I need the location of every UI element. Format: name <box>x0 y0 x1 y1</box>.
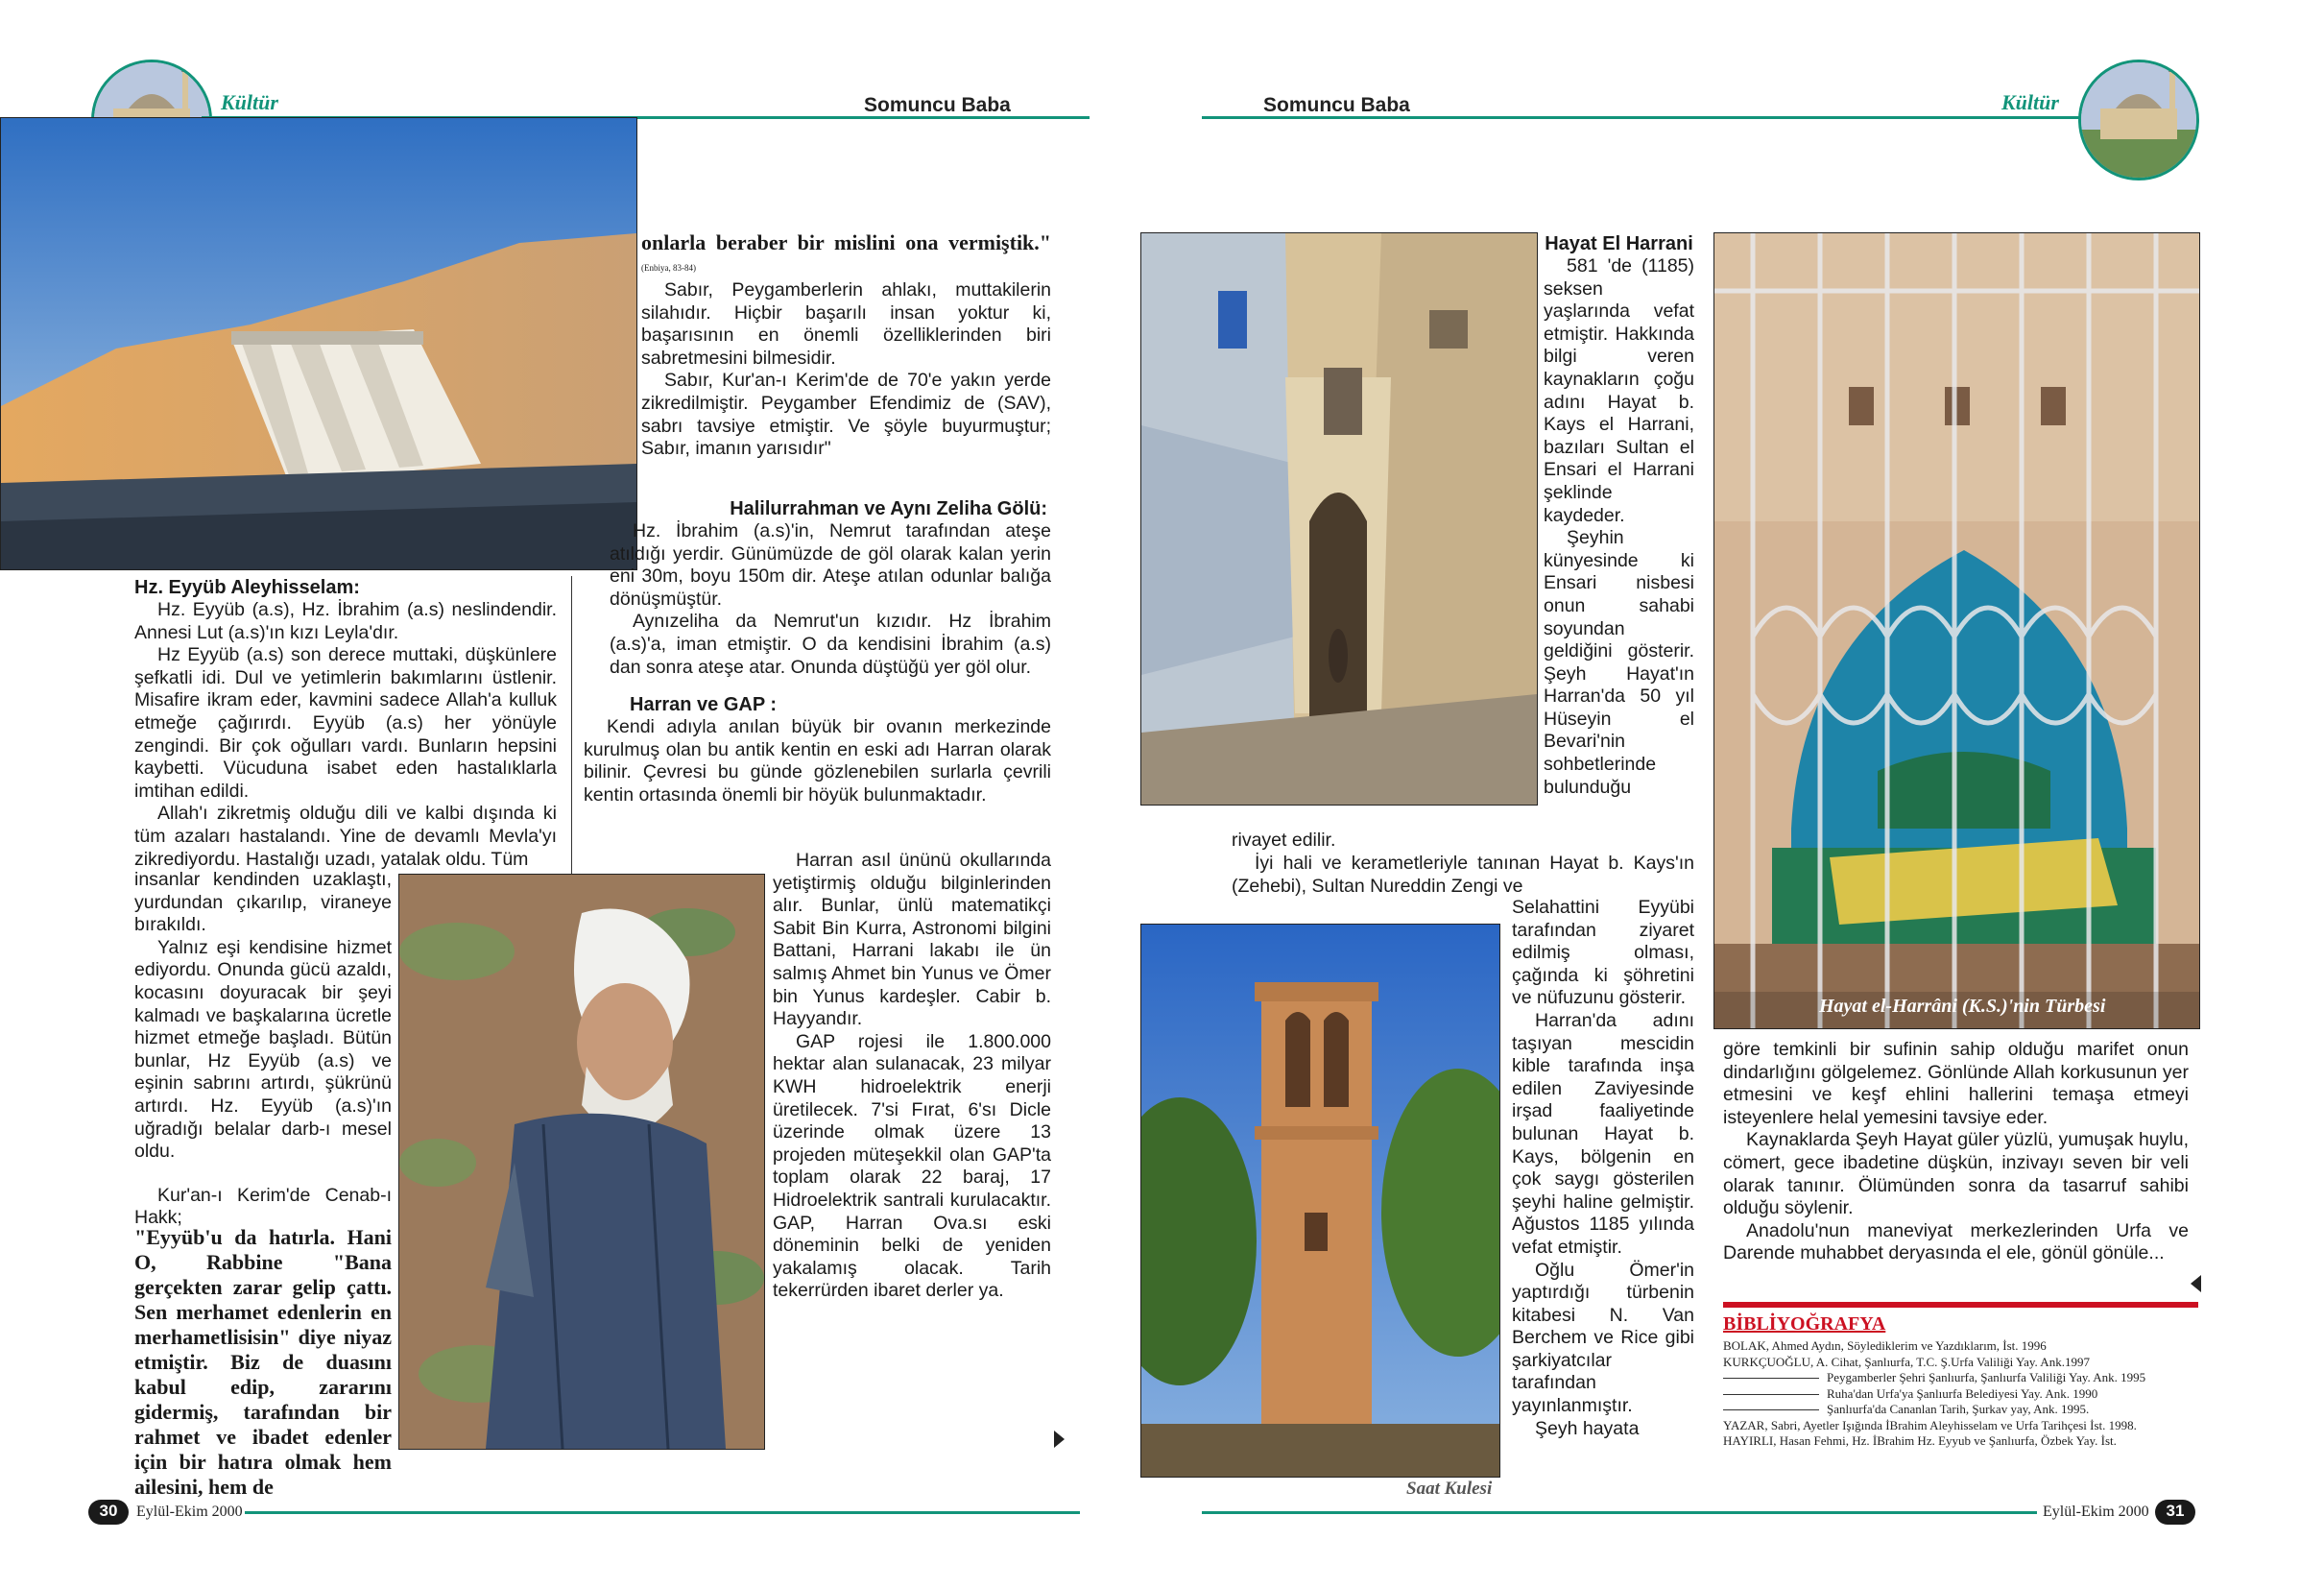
bibliography-entry: Ruha'dan Urfa'ya Şanlıurfa Belediyesi Yay. Ank. 1990 <box>1723 1386 2198 1403</box>
column-divider <box>571 576 572 874</box>
bibliography-title: BİBLİYOĞRAFYA <box>1723 1313 1886 1335</box>
tower-caption: Saat Kulesi <box>1406 1479 1493 1499</box>
harran-section <box>584 693 1051 806</box>
paragraph: insanlar kendinden uzaklaştı, yurdundan çıkarılıp, viraneye bırakıldı. <box>134 869 392 936</box>
paragraph: İyi hali ve kerametleriyle tanınan Hayat b. Kays'ın (Zehebi), Sultan Nureddin Zengi ve <box>1232 853 1694 897</box>
paragraph: Selahattini Eyyübi tarafından ziyaret edilmiş olması, çağında ki şöhretini ve nüfuzunu gösterir. <box>1512 897 1694 1009</box>
halil-section <box>610 497 1051 679</box>
left-footer-date: Eylül-Ekim 2000 <box>136 1504 243 1520</box>
paragraph: Hz. İbrahim (a.s)'in, Nemrut tarafından ateşe atıldığı yerdir. Günümüzde de göl olarak kalan yerin eni 30m, boyu 150m dir. Ateşe atılan odunlar balığa dönüşmüştür. <box>610 520 1051 610</box>
dam-photo <box>0 117 637 570</box>
back-arrow-icon <box>2191 1275 2201 1292</box>
halil-heading: Halilurrahman ve Aynı Zeliha Gölü: <box>730 498 1047 519</box>
right-running-title: Somuncu Baba <box>1263 94 1410 116</box>
paragraph: Kendi adıyla anılan büyük bir ovanın merkezinde kurulmuş olan bu antik kentin en eski adı Harran olarak bilinir. Çevresi bu günde gözlenebilen surlarla çevrili kentin ortasında önemli bir höyük bulunmaktadır. <box>584 716 1051 806</box>
harran-continued <box>773 850 1051 1303</box>
right-header-emblem <box>2078 60 2199 180</box>
paragraph: Sabır, Peygamberlerin ahlakı, muttakilerin silahıdır. Hiçbir başarılı insan yoktur ki, başarısının en önemli özelliklerinden biri sabretmesini bilmesidir. <box>641 279 1051 369</box>
left-page-number: 30 <box>99 1502 118 1520</box>
gore-section <box>1723 1039 2189 1265</box>
paragraph: Yalnız eşi kendisine hizmet ediyordu. Onunda gücü azaldı, kocasını doyuracak bir şeyi kalmadı ve başkalarına ücretle hizmet etmeğe başladı. Bütün bunlar, Hz Eyyüb (a.s) ve eşinin sabrını artırdı, şükrünü artırdı. Hz. Eyyüb (a.s)'ın uğradığı belalar darb-ı mesel oldu. <box>134 936 392 1163</box>
bibliography-entry: YAZAR, Sabri, Ayetler Işığında İBrahim Aleyhisselam ve Urfa Tarihçesi İst. 1998. <box>1723 1417 2137 1432</box>
left-running-title: Somuncu Baba <box>864 94 1011 116</box>
eyyub-quote: "Eyyüb'u da hatırla. Hani O, Rabbine "Bana gerçekten zarar gelip çattı. Sen merhamet edenlerin en merhametlisisin" diye niyaz etmiştir. Biz de duasını kabul edip, zararını gidermiş, tarafından bir rahmet ve ibadet edenler için bir hatıra olmak hem ailesini, hem de <box>134 1225 392 1499</box>
bibliography-entry: HAYIRLI, Hasan Fehmi, Hz. İBrahim Hz. Eyyub ve Şanlıurfa, Özbek Yay. İst. <box>1723 1433 2117 1448</box>
right-section-label: Kültür <box>2001 90 2059 114</box>
left-footer-rule <box>245 1511 1080 1514</box>
paragraph: Harran'da adını taşıyan mescidin kible tarafında inşa edilen Zaviyesinde irşad faaliyetinde bulunan Hayat b. Kays, bölgenin en çok saygı gösterilen şeyhi haline gelmiştir. Ağustos 1185 yılında vefat etmiştir. <box>1512 1009 1694 1258</box>
old-man-photo <box>398 874 765 1450</box>
quote-continuation <box>641 230 1051 284</box>
hayat-narrow-lower <box>1512 897 1694 1440</box>
tomb-caption: Hayat el-Harrâni (K.S.)'nin Türbesi <box>1819 996 2106 1017</box>
sabir-section <box>641 279 1051 461</box>
bibliography-entry: KURKÇUOĞLU, A. Cihat, Şanlıurfa, T.C. Ş.Urfa Valiliği Yay. Ank.1997 <box>1723 1354 2090 1369</box>
alley-photo <box>1140 232 1538 806</box>
clock-tower-photo <box>1140 924 1500 1478</box>
quote-continuation-text: onlarla beraber bir mislini ona vermiştik." <box>641 230 1051 254</box>
left-section-label: Kültür <box>221 90 278 114</box>
eyyub-section <box>134 576 557 871</box>
paragraph: Aynızeliha da Nemrut'un kızıdır. Hz İbrahim (a.s)'a, iman etmiştir. O da kendisini İbrahim (a.s) dan sonra ateşe atar. Onunda düştüğü yer göl olur. <box>610 611 1051 678</box>
paragraph: Hz Eyyüb (a.s) son derece muttaki, düşkünlere şefkatli idi. Dul ve yetimlerin bakımlarını üstlenir. Misafire ikram eder, kavmini sadece Allah'a kulluk etmeğe çağırırdı. Eyyüb (a.s) her yönüyle zengindi. Bir çok oğulları vardı. Bunların hepsini kaybetti. Vücuduna isabet eden hastalıklarla imtihan edildi. <box>134 644 557 802</box>
paragraph: GAP rojesi ile 1.800.000 hektar alan sulanacak, 23 milyar KWH hidroelektrik enerji üretilecek. 7'si Fırat, 6'sı Dicle üzerinde olmak üzere 13 projeden müteşekkil olan GAP'ta toplam olarak 22 baraj, 17 Hidroelektrik santrali kurulacaktır. GAP, Harran Ova.sı eski döneminin belki de yeniden yakalamış olacak. Tarih tekerrürden ibaret derler ya. <box>773 1030 1051 1302</box>
hayat-section <box>1544 232 1694 799</box>
paragraph: Oğlu Ömer'in yaptırdığı türbenin kitabesi N. Van Berchem ve Rice gibi şarkiyatcılar tarafından yayınlanmıştır. <box>1512 1259 1694 1417</box>
right-header-rule <box>1202 116 2085 119</box>
tomb-photo <box>1713 232 2200 1029</box>
paragraph: göre temkinli bir sufinin sahip olduğu marifet onun dindarlığını gölgelemez. Gönlünde Allah korkusunun yer etmesini ve keşf ehlini hallerini temaşa etmeyi isteyenlere helal yemesini tavsiye eder. <box>1723 1039 2189 1128</box>
paragraph: Kaynaklarda Şeyh Hayat güler yüzlü, yumuşak huylu, cömert, gece ibadetine düşkün, inzivayı seven bir veli olarak tanınır. Ölümünden sonra da tasarruf sahibi olduğu söylenir. <box>1723 1129 2189 1219</box>
bibliography-list <box>1723 1338 2198 1450</box>
paragraph: Anadolu'nun maneviyat merkezlerinden Urfa ve Darende muhabbet deryasında el ele, gönül gönüle... <box>1723 1219 2189 1264</box>
right-footer-rule <box>1202 1511 2037 1514</box>
right-footer-date: Eylül-Ekim 2000 <box>2043 1504 2149 1520</box>
eyyub-heading: Hz. Eyyüb Aleyhisselam: <box>134 577 360 598</box>
rivayet-line: rivayet edilir. <box>1232 830 1336 851</box>
hayat-heading: Hayat El Harrani <box>1545 233 1693 254</box>
bibliography-rule <box>1723 1302 2198 1308</box>
bibliography-entry: Şanlıurfa'da Cananlan Tarih, Şurkav yay, Ank. 1995. <box>1723 1402 2198 1418</box>
paragraph: Hz. Eyyüb (a.s), Hz. İbrahim (a.s) neslindendir. Annesi Lut (a.s)'ın kızı Leyla'dır. <box>134 599 557 643</box>
iyi-hali-line <box>1232 853 1694 898</box>
mosque-emblem-icon <box>2081 62 2196 178</box>
paragraph: Kur'an-ı Kerim'de Cenab-ı Hakk; <box>134 1184 392 1229</box>
continue-arrow-icon <box>1054 1431 1065 1448</box>
quote-reference: (Enbiya, 83-84) <box>641 263 696 273</box>
paragraph: Şeyhin künyesinde ki Ensari nisbesi onun sahabi soyundan geldiğini gösterir. Şeyh Hayat'ın Harran'da 50 yıl Hüseyin el Bevari'nin sohbetlerinde bulunduğu <box>1544 527 1694 798</box>
paragraph: Sabır, Kur'an-ı Kerim'de de 70'e yakın yerde zikredilmiştir. Peygamber Efendimiz de (SAV), sabrı tavsiye etmiştir. Ve şöyle buyurmuştur; Sabır, imanın yarısıdır" <box>641 370 1051 460</box>
paragraph: Allah'ı zikretmiş olduğu dili ve kalbi dışında ki tüm azaları hastalandı. Yine de devamlı Mevla'yı zikrediyordu. Hastalığı uzadı, yatalak oldu. Tüm <box>134 803 557 870</box>
harran-heading: Harran ve GAP : <box>630 694 778 715</box>
paragraph: Şeyh hayata <box>1535 1417 1640 1439</box>
bibliography-entry: Peygamberler Şehri Şanlıurfa, Şanlıurfa Valiliği Yay. Ank. 1995 <box>1723 1370 2198 1386</box>
right-page-number: 31 <box>2166 1502 2185 1520</box>
paragraph: Harran asıl ününü okullarında yetiştirmiş olduğu bilginlerinden alır. Bunlar, ünlü matematikçi Sabit Bin Kurra, Astronomi bilgini Battani, Harrani lakabı ile ün salmış Ahmet bin Yunus ve Ömer bin Yunus kardeşler. Cabir b. Hayyandır. <box>773 850 1051 1030</box>
bibliography-entry: BOLAK, Ahmed Aydın, Söylediklerim ve Yazdıklarım, İst. 1996 <box>1723 1338 2047 1353</box>
eyyub-narrow <box>134 869 392 1230</box>
paragraph: 581 'de (1185) seksen yaşlarında vefat etmiştir. Hakkında bilgi veren kaynakların çoğu adını Hayat b. Kays el Harrani, bazıları Sultan el Ensari el Harrani şeklinde kaydeder. <box>1544 255 1694 526</box>
